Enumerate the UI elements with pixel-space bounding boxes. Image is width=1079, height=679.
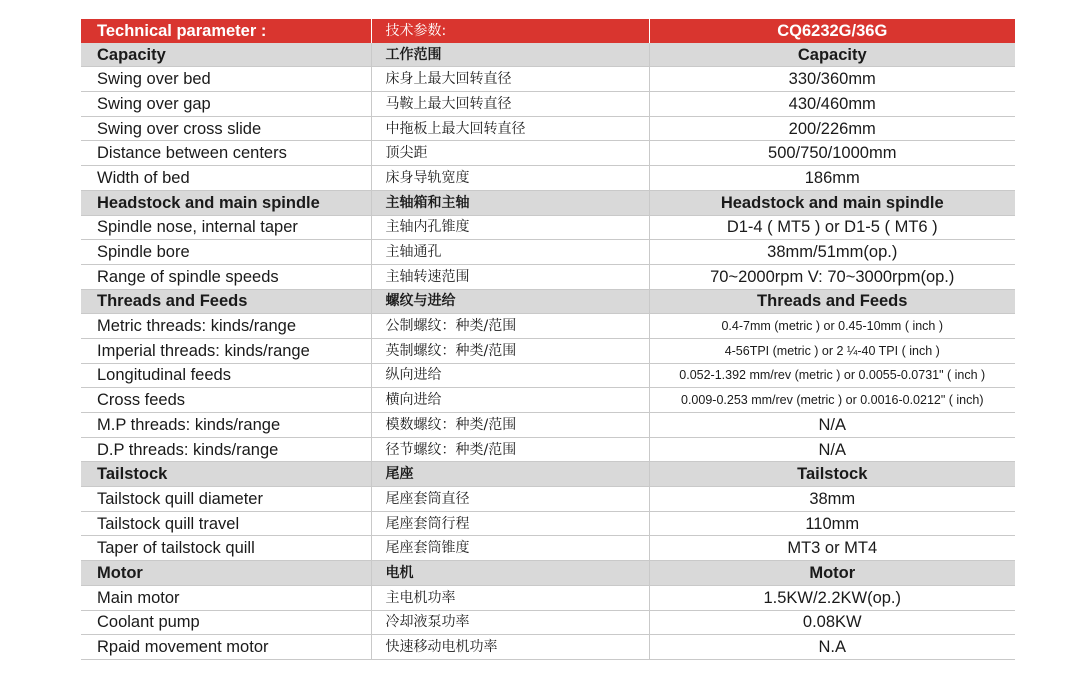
table-row [81, 635, 1015, 660]
table-row [81, 511, 1015, 536]
param-value: MT3 or MT4 [649, 536, 1015, 561]
table-row [81, 388, 1015, 413]
table-row [81, 585, 1015, 610]
section-row [81, 190, 1015, 215]
param-chinese: 床身上最大回转直径 [371, 67, 649, 92]
param-chinese: 床身导轨宽度 [371, 166, 649, 191]
param-value: Motor [649, 561, 1015, 586]
param-value: Headstock and main spindle [649, 190, 1015, 215]
table-row [81, 166, 1015, 191]
param-value: N/A [649, 437, 1015, 462]
param-value: 0.052-1.392 mm/rev (metric ) or 0.0055-0.0731" ( inch ) [649, 363, 1015, 388]
param-value: Capacity [649, 43, 1015, 67]
param-english: D.P threads: kinds/range [81, 437, 371, 462]
param-value: 200/226mm [649, 116, 1015, 141]
param-value: 38mm/51mm(op.) [649, 240, 1015, 265]
param-chinese: 尾座 [371, 462, 649, 487]
param-chinese: 马鞍上最大回转直径 [371, 92, 649, 117]
param-english: Main motor [81, 585, 371, 610]
param-chinese: 顶尖距 [371, 141, 649, 166]
param-chinese: 模数螺纹：种类/范围 [371, 413, 649, 438]
param-chinese: 冷却液泵功率 [371, 610, 649, 635]
param-english: Headstock and main spindle [81, 190, 371, 215]
param-chinese: 尾座套筒锥度 [371, 536, 649, 561]
param-chinese: 尾座套筒行程 [371, 511, 649, 536]
param-chinese: 主电机功率 [371, 585, 649, 610]
param-value: 38mm [649, 487, 1015, 512]
param-english: Width of bed [81, 166, 371, 191]
param-value: 430/460mm [649, 92, 1015, 117]
param-value: 500/750/1000mm [649, 141, 1015, 166]
param-value: 0.08KW [649, 610, 1015, 635]
param-english: Swing over bed [81, 67, 371, 92]
param-value: 186mm [649, 166, 1015, 191]
param-english: M.P threads: kinds/range [81, 413, 371, 438]
param-english: Tailstock [81, 462, 371, 487]
param-english: Threads and Feeds [81, 289, 371, 314]
table-row [81, 92, 1015, 117]
table-row [81, 363, 1015, 388]
param-value: N/A [649, 413, 1015, 438]
table-row [81, 338, 1015, 363]
param-chinese: 螺纹与进给 [371, 289, 649, 314]
spec-table [81, 19, 1015, 660]
param-english: Spindle nose, internal taper [81, 215, 371, 240]
param-english: Cross feeds [81, 388, 371, 413]
table-row [81, 536, 1015, 561]
param-english: Swing over cross slide [81, 116, 371, 141]
param-english: Imperial threads: kinds/range [81, 338, 371, 363]
header-chinese: 技术参数: [371, 19, 649, 43]
section-row [81, 561, 1015, 586]
table-row [81, 314, 1015, 339]
table-row [81, 141, 1015, 166]
param-english: Coolant pump [81, 610, 371, 635]
param-english: Spindle bore [81, 240, 371, 265]
table-header-row [81, 19, 1015, 43]
param-english: Tailstock quill diameter [81, 487, 371, 512]
param-chinese: 中拖板上最大回转直径 [371, 116, 649, 141]
param-english: Capacity [81, 43, 371, 67]
param-chinese: 主轴箱和主轴 [371, 190, 649, 215]
param-english: Range of spindle speeds [81, 264, 371, 289]
section-row [81, 289, 1015, 314]
param-english: Tailstock quill travel [81, 511, 371, 536]
param-chinese: 电机 [371, 561, 649, 586]
table-row [81, 437, 1015, 462]
param-value: Threads and Feeds [649, 289, 1015, 314]
param-english: Rpaid movement motor [81, 635, 371, 660]
param-value: D1-4 ( MT5 ) or D1-5 ( MT6 ) [649, 215, 1015, 240]
param-english: Swing over gap [81, 92, 371, 117]
param-value: 0.4-7mm (metric ) or 0.45-10mm ( inch ) [649, 314, 1015, 339]
table-row [81, 67, 1015, 92]
param-chinese: 径节螺纹：种类/范围 [371, 437, 649, 462]
param-chinese: 工作范围 [371, 43, 649, 67]
param-value: 1.5KW/2.2KW(op.) [649, 585, 1015, 610]
table-row [81, 610, 1015, 635]
param-value: Tailstock [649, 462, 1015, 487]
param-chinese: 主轴内孔锥度 [371, 215, 649, 240]
param-english: Longitudinal feeds [81, 363, 371, 388]
param-chinese: 公制螺纹：种类/范围 [371, 314, 649, 339]
section-row [81, 462, 1015, 487]
spec-table-body [81, 19, 1015, 659]
section-row [81, 43, 1015, 67]
param-chinese: 主轴转速范围 [371, 264, 649, 289]
param-value: 70~2000rpm V: 70~3000rpm(op.) [649, 264, 1015, 289]
param-english: Taper of tailstock quill [81, 536, 371, 561]
param-value: 4-56TPI (metric ) or 2 ¼-40 TPI ( inch ) [649, 338, 1015, 363]
table-row [81, 487, 1015, 512]
table-row [81, 413, 1015, 438]
param-value: 0.009-0.253 mm/rev (metric ) or 0.0016-0.0212" ( inch) [649, 388, 1015, 413]
param-value: N.A [649, 635, 1015, 660]
header-english: Technical parameter : [81, 19, 371, 43]
table-row [81, 264, 1015, 289]
param-chinese: 快速移动电机功率 [371, 635, 649, 660]
param-chinese: 主轴通孔 [371, 240, 649, 265]
param-chinese: 英制螺纹：种类/范围 [371, 338, 649, 363]
param-english: Metric threads: kinds/range [81, 314, 371, 339]
param-value: 330/360mm [649, 67, 1015, 92]
param-chinese: 尾座套筒直径 [371, 487, 649, 512]
table-row [81, 240, 1015, 265]
param-value: 110mm [649, 511, 1015, 536]
param-english: Motor [81, 561, 371, 586]
table-row [81, 215, 1015, 240]
param-chinese: 纵向进给 [371, 363, 649, 388]
param-english: Distance between centers [81, 141, 371, 166]
header-model: CQ6232G/36G [649, 19, 1015, 43]
param-chinese: 横向进给 [371, 388, 649, 413]
table-row [81, 116, 1015, 141]
